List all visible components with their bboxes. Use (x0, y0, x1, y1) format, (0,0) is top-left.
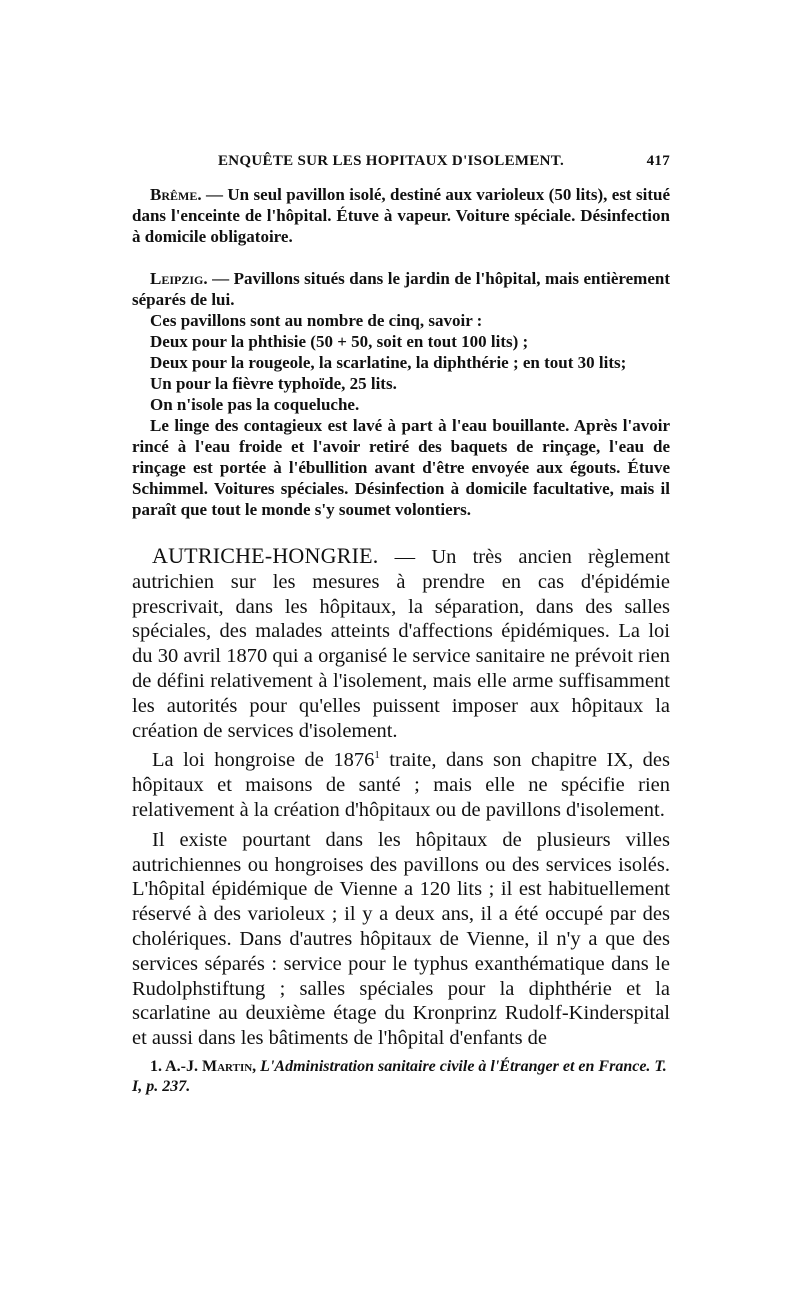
leipzig-line: Le linge des contagieux est lavé à part à l'eau bouillante. Après l'avoir rincé à l'eau froide et l'avoir retiré des baquets de rinçage, l'eau de rinçage est portée à l'ébullition avant d'être envoyée aux égouts. Étuve Schimmel. Voitures spéciales. Désinfection à domicile facultative, mais il paraît que tout le monde s'y soumet volontiers. (132, 416, 670, 519)
leipzig-line: Ces pavillons sont au nombre de cinq, savoir : (150, 311, 483, 330)
autriche-section (132, 544, 670, 1051)
leipzig-text: — Pavillons situés dans le jardin de l'hôpital, mais entièrement séparés de lui. (132, 269, 670, 309)
page-number: 417 (646, 153, 670, 169)
leipzig-line: On n'isole pas la coqueluche. (150, 395, 360, 414)
running-title: ENQUÊTE SUR LES HOPITAUX D'ISOLEMENT. (218, 153, 565, 169)
autriche-paragraph-1: — Un très ancien règlement autrichien sur les mesures à prendre en cas d'épidémie prescrivait, dans les hôpitaux, la séparation, dans des salles spéciales, des malades atteints d'affections épidémiques. La loi du 30 avril 1870 qui a organisé le service sanitaire ne prévoit rien de défini relativement à l'isolement, mais elle arme suffisamment les autorités pour qu'elles puissent imposer aux hôpitaux la création de services d'isolement. (132, 546, 670, 742)
footnote-number: 1. A.-J. (150, 1058, 202, 1075)
breme-paragraph (132, 184, 670, 247)
breme-label: Brême. (150, 185, 202, 204)
footnote-separator: , (252, 1058, 261, 1075)
leipzig-line: Deux pour la rougeole, la scarlatine, la diphthérie ; en tout 30 lits; (150, 353, 627, 372)
section-heading: AUTRICHE-HONGRIE. (152, 543, 379, 568)
footnote-reference: 1 (374, 749, 380, 762)
running-header (132, 153, 670, 177)
autriche-paragraph-3: Il existe pourtant dans les hôpitaux de plusieurs villes autrichiennes ou hongroises des pavillons ou des services isolés. L'hôpital épidémique de Vienne a 120 lits ; il est habituellement réservé à des varioleux ; il y a deux ans, il a été occupé par des cholériques. Dans d'autres hôpitaux de Vienne, il n'y a que des services séparés : service pour le typhus exanthématique dans le Rudolphstiftung ; salles spéciales pour la diphthérie et la scarlatine au deuxième étage du Kronprinz Rudolf-Kinderspital et aussi dans les bâtiments de l'hôpital d'enfants de (132, 828, 670, 1050)
leipzig-label: Leipzig. (150, 269, 208, 288)
autriche-paragraph-2-end: traite, dans son chapitre IX, des hôpitaux et maisons de santé ; mais elle ne spécifie rien relativement à la création d'hôpitaux ou de pavillons d'isolement. (132, 749, 671, 821)
leipzig-section (132, 268, 670, 520)
autriche-paragraph-2-start: La loi hongroise de 1876 (152, 749, 375, 772)
breme-text: — Un seul pavillon isolé, destiné aux varioleux (50 lits), est situé dans l'enceinte de l'hôpital. Étuve à vapeur. Voiture spéciale. Désinfection à domicile obligatoire. (132, 185, 670, 246)
footnote-author: Martin (202, 1058, 253, 1075)
footnote (132, 1057, 670, 1097)
leipzig-line: Un pour la fièvre typhoïde, 25 lits. (150, 374, 397, 393)
footnote-rest: . T. I, p. 237. (132, 1058, 667, 1095)
leipzig-line: Deux pour la phthisie (50 + 50, soit en tout 100 lits) ; (150, 332, 529, 351)
footnote-title: L'Administration sanitaire civile à l'Étranger et en France (260, 1058, 647, 1075)
